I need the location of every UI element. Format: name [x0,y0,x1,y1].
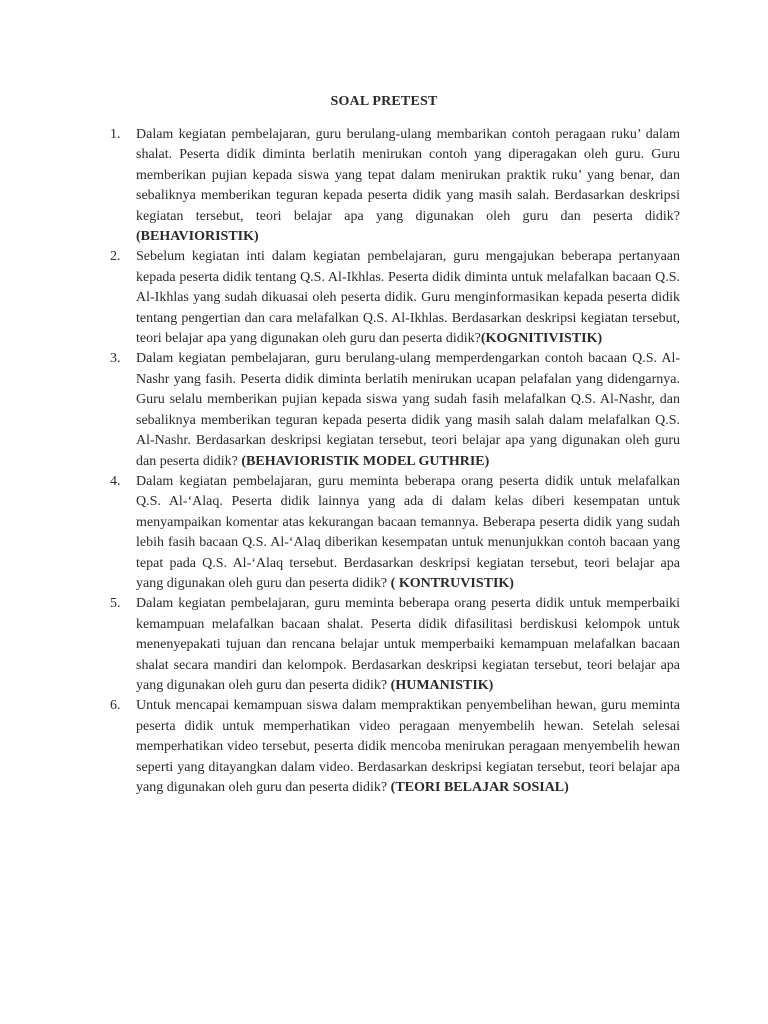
question-item-1 [96,125,680,247]
question-answer: (BEHAVIORISTIK MODEL GUTHRIE) [241,453,490,469]
question-answer: (TEORI BELAJAR SOSIAL) [390,780,569,795]
question-number: 3. [110,351,121,367]
question-answer: (BEHAVIORISTIK) [136,229,259,245]
question-answer: ( KONTRUVISTIK) [390,575,514,591]
question-text: Untuk mencapai kemampuan siswa dalam mempraktikan penyembelihan hewan, guru meminta peserta didik untuk memperhatikan video peragaan menyembelih hewan. Setelah selesai memperhatikan video tersebut, peserta didik mencoba menirukan peragaan menyembelih hewan seperti yang ditayangkan dalam video. Berdasarkan deskripsi kegiatan tersebut, teori belajar apa yang digunakan oleh guru dan peserta didik? [136,698,680,795]
question-answer: (KOGNITIVISTIK) [480,331,603,347]
question-number: 2. [110,249,121,265]
question-number: 6. [110,698,121,714]
question-text: Sebelum kegiatan inti dalam kegiatan pembelajaran, guru mengajukan beberapa pertanyaan kepada peserta didik tentang Q.S. Al-Ikhlas. Peserta didik diminta untuk melafalkan bacaan Q.S. Al-Ikhlas yang sudah dikuasai oleh peserta didik. Guru menginformasikan kepada peserta didik tentang pengertian dan cara melafalkan Q.S. Al-Ikhlas. Berdasarkan deskripsi kegiatan tersebut, teori belajar apa yang digunakan oleh guru dan peserta didik? [136,249,680,347]
question-item-4 [96,472,680,594]
page-title: SOAL PRETEST [330,94,438,109]
question-answer: (HUMANISTIK) [390,677,494,693]
question-item-6 [96,696,680,798]
question-number: 1. [110,127,121,142]
question-text: Dalam kegiatan pembelajaran, guru berulang-ulang membarikan contoh peragaan ruku’ dalam shalat. Peserta didik diminta berlatih menirukan contoh yang diperagakan oleh guru. Guru memberikan pujian kepada siswa yang tepat dalam menirukan praktik ruku’ yang benar, dan sebaliknya memberikan teguran kepada peserta didik yang masih salah. Berdasarkan deskripsi kegiatan tersebut, teori belajar apa yang digunakan oleh guru dan peserta didik? [136,127,680,224]
question-text: Dalam kegiatan pembelajaran, guru meminta beberapa orang peserta didik untuk memperbaiki kemampuan melafalkan bacaan shalat. Peserta didik difasilitasi berdiskusi kelompok untuk menenyepakati tujuan dan rencana belajar untuk memperbaiki kemampuan melafalkan bacaan shalat secara mandiri dan kelompok. Berdasarkan deskripsi kegiatan tersebut, teori belajar apa yang digunakan oleh guru dan peserta didik? [136,596,680,693]
question-text: Dalam kegiatan pembelajaran, guru berulang-ulang memperdengarkan contoh bacaan Q.S. Al-Nashr yang fasih. Peserta didik diminta berlatih menirukan ucapan pelafalan yang didengarnya. Guru selalu memberikan pujian kepada siswa yang sudah fasih melafalkan Q.S. Al-Nashr, dan sebaliknya memberikan teguran kepada peserta didik yang masih salah dalam melafalkan Q.S. Al-Nashr. Berdasarkan deskripsi kegiatan tersebut, teori belajar apa yang digunakan oleh guru dan peserta didik? [136,351,680,469]
question-number: 4. [110,473,121,489]
question-item-2 [96,247,680,349]
question-item-5 [96,594,680,696]
question-text: Dalam kegiatan pembelajaran, guru meminta beberapa orang peserta didik untuk melafalkan Q.S. Al-‘Alaq. Peserta didik lainnya yang ada di dalam kelas diberi kesempatan untuk menyampaikan komentar atas kekurangan bacaan temannya. Beberapa peserta didik yang sudah lebih fasih bacaan Q.S. Al-‘Alaq diberikan kesempatan untuk menunjukkan contoh bacaan yang tepat pada Q.S. Al-‘Alaq tersebut. Berdasarkan deskripsi kegiatan tersebut, teori belajar apa yang digunakan oleh guru dan peserta didik? [136,473,680,591]
question-item-3 [96,349,680,471]
question-number: 5. [110,596,121,612]
question-list [96,125,680,798]
